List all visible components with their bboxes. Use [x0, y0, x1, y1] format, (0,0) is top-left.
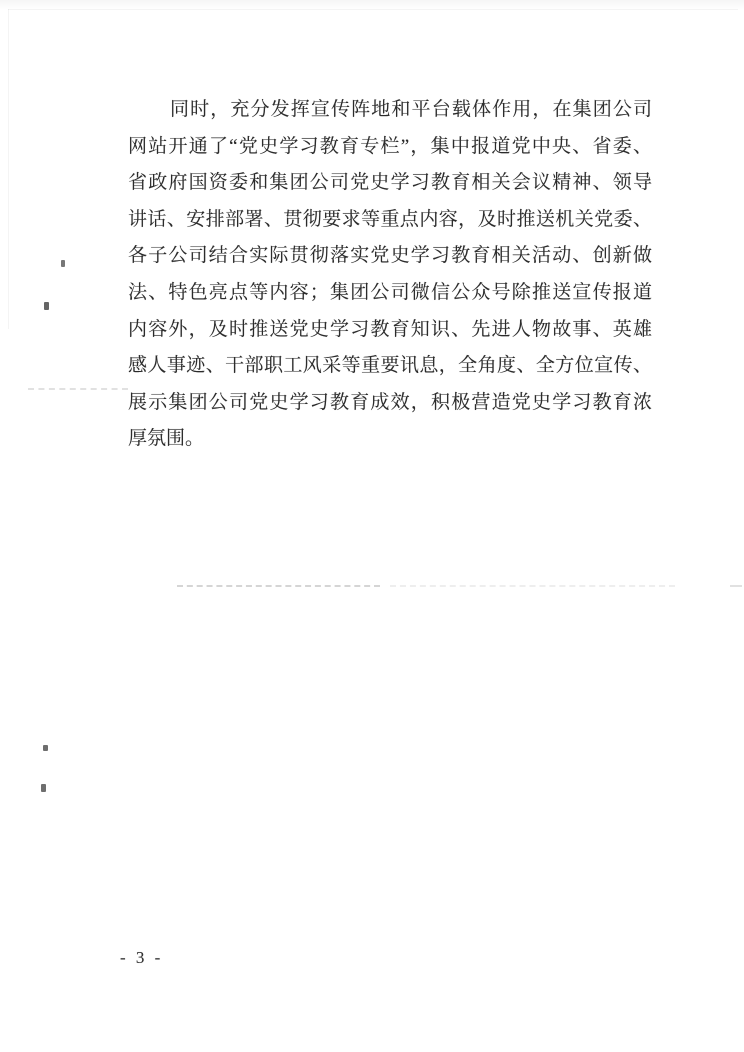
scan-crease-line — [730, 585, 742, 587]
scan-speck — [43, 745, 48, 751]
scan-speck — [61, 260, 65, 267]
page-number: - 3 - — [120, 948, 164, 967]
paragraph-line: 厚氛围。 — [128, 428, 205, 450]
paragraph-body — [128, 92, 652, 458]
paragraph-line: 内容外，及时推送党史学习教育知识、先进人物故事、英雄 — [128, 318, 652, 340]
scan-crease-line — [177, 585, 380, 589]
paragraph-line: 讲话、安排部署、贯彻要求等重点内容，及时推送机关党委、 — [128, 208, 652, 230]
page-edge-left — [8, 9, 9, 329]
scan-smudge — [28, 388, 128, 392]
paragraph-line: 感人事迹、干部职工风采等重要讯息，全角度、全方位宣传、 — [128, 355, 652, 377]
paragraph-line: 展示集团公司党史学习教育成效，积极营造党史学习教育浓 — [128, 391, 652, 413]
scan-crease-line — [390, 585, 675, 589]
page-edge-top — [8, 9, 738, 10]
paragraph-line: 同时，充分发挥宣传阵地和平台载体作用，在集团公司 — [170, 99, 652, 120]
paragraph-line: 网站开通了“党史学习教育专栏”，集中报道党中央、省委、 — [128, 135, 652, 157]
paragraph-line: 省政府国资委和集团公司党史学习教育相关会议精神、领导 — [128, 172, 652, 194]
paragraph-line: 法、特色亮点等内容；集团公司微信公众号除推送宣传报道 — [128, 281, 652, 303]
paragraph-line: 各子公司结合实际贯彻落实党史学习教育相关活动、创新做 — [128, 245, 652, 267]
scan-speck — [44, 302, 49, 310]
scan-speck — [41, 784, 46, 792]
